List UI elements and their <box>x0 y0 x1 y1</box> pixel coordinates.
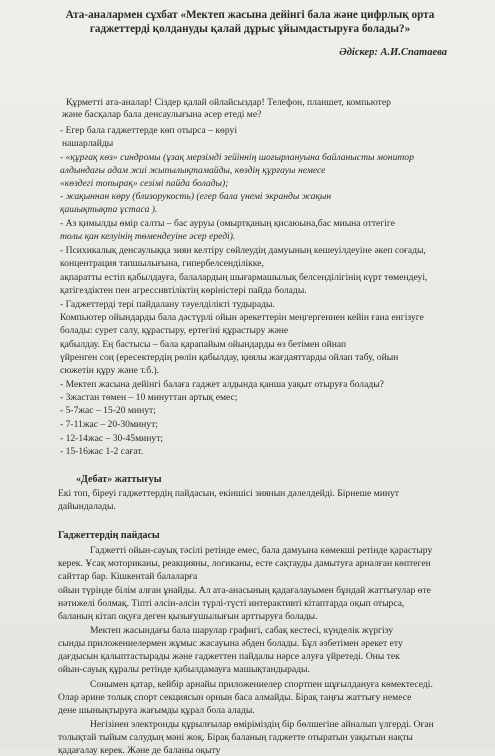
body-line: дене шынықтыруға жағымды құрал бола алады. <box>58 705 255 716</box>
body-line: ойын-сауық құралы ретінде қабылдамауға машықтандырады. <box>58 664 310 675</box>
body-line: - Мектеп жасына дейінгі балаға гаджет алдында қанша уақыт отыруға болады? <box>60 379 384 390</box>
body-line: Негізінен электронды құрылғылар өміріміздің бір бөлшегіне айналып үлгерді. Оған <box>90 719 434 730</box>
body-line: - 5-7жас – 15-20 минут; <box>60 405 156 416</box>
body-line: сайттар бар. Кішкентай балаларға <box>58 571 198 582</box>
body-line: толы қан келуінің төмендеуіне әсер ереді). <box>60 231 236 242</box>
body-line: - Аз қимылды өмір салты – бас ауруы (омыртқаның қисаюына,бас миына оттегіге <box>60 218 395 229</box>
body-line: үйренген соң (ересектердің рөлін қабылдау, қиялы жағдаяттарды ойлап табу, ойын <box>60 352 399 363</box>
body-line: және басқалар бала денсаулығына әсер етеді ме? <box>62 109 262 120</box>
body-line: - 7-11жас – 20-30минут; <box>60 419 158 430</box>
body-line: Мектеп жасындағы бала шарулар графигі, сабақ кестесі, күнделік жүргізу <box>90 625 394 636</box>
body-line: Олар әрине толық спорт секциясын орнын баса алмайды. Бірақ таңғы жаттығу немесе <box>58 692 412 703</box>
body-line: Гаджетті ойын-сауық тәсілі ретінде емес, бала дамуына көмекші ретінде қарастыру <box>90 545 433 556</box>
body-line: сюжетін құру және т.б.). <box>60 365 160 376</box>
body-line: - 3жастан төмен – 10 минуттан артық емес; <box>60 392 238 403</box>
body-line: сынды приложениелермен жұмыс жасауына әбден болады. Бұл әзбетімен әрекет ету <box>58 638 403 649</box>
section-heading-debate: «Дебат» жаттығуы <box>76 474 162 485</box>
body-line: алдындағы адам жиі жыпылықтамайды, көздің құрғауы немесе <box>60 165 326 176</box>
body-line: керек. Ұсақ моториканы, реакцияны, логиканы, есте сақтауды дамытуға арналған көптеген <box>58 558 431 569</box>
title-line-1: Ата-аналармен сұхбат «Мектеп жасына дейінгі бала және цифрлық орта <box>65 9 435 21</box>
body-line: - «құрғақ көз» синдромы (ұзақ мерзімді зейіннің шоғырлануына байланысты монитор <box>60 152 414 163</box>
body-line: қабылдау. Ең бастысы – бала қарапайым ойындарды өз бетімен ойнап <box>60 339 347 350</box>
body-line: болады: сурет салу, құрастыру, ертегіні құрастыру және <box>60 325 289 336</box>
body-line: қашықтықта ұстаса ). <box>60 204 158 215</box>
section-heading-benefits: Гаджеттердің пайдасы <box>58 530 160 541</box>
body-line: баланың кітап оқуға деген қызығушылығын арттыруға болады. <box>58 611 318 622</box>
body-line: қадағалау керек. Және де баланы оқыту <box>58 745 221 756</box>
title-line-2: гаджеттерді қолдануды қалай дұрыс ұйымдастыруға болады?» <box>89 23 411 35</box>
body-line: - Психикалық денсаулыққа зиян келтіру сөйлеудің дамуының кешеуілдеуіне әкеп соғады, <box>60 245 426 256</box>
body-line: - жақыннан көру (близорукость) (егер бала үнемі экранды жақын <box>60 191 332 202</box>
body-line: дағдысын қалыптастырады және гаджеттен пайдалы нәрсе алуға үйретеді. Оны тек <box>58 651 400 662</box>
body-line: Екі топ, біреуі гаджеттердің пайдасын, екіншісі зиянын дәлелдейді. Бірнеше минут <box>58 488 399 499</box>
body-line: ойын түрінде білім алған ұнайды. Ал ата-анасының қадағалауымен бұндай жаттығулар өте <box>58 585 431 596</box>
body-line: қатігездіктен пен агрессивтіліктің көріністері пайда болады. <box>60 285 307 296</box>
author-line: Әдіскер: А.И.Спатаева <box>339 47 447 58</box>
body-line: Сонымен қатар, кейбір арнайы приложениелер спортпен шұғылдануға көмектеседі. <box>90 679 433 690</box>
body-line: толықтай тыйым салудың мәні жоқ. Бірақ баланың гаджетте отыратын уақытын нақты <box>58 732 413 743</box>
body-line: - 12-14жас – 30-45минут; <box>60 433 164 444</box>
body-line: нәтижелі болмақ. Тіпті әлсін-әлсін түрлі-түсті интерактивті кітаптарда оқып отырса, <box>58 598 405 609</box>
body-line: «көздегі топырақ» сезімі пайда болады); <box>60 178 229 189</box>
body-line: Құрметті ата-аналар! Сіздер қалай ойлайсыздар! Телефон, планшет, компьютер <box>66 97 391 108</box>
body-line: - Егер бала гаджеттерде көп отырса – көруі <box>60 125 237 136</box>
body-line: - Гаджеттерді тері пайдалану тәуелділікті тудырады. <box>60 299 275 310</box>
body-line: нашарлайды <box>62 138 114 149</box>
body-line: - 15-16жас 1-2 сағат. <box>60 446 144 457</box>
body-line: концентрация тапшылығына, гипербелсенділікке, <box>60 258 264 269</box>
body-line: дайындалады. <box>58 501 116 512</box>
body-line: Компьютер ойындарды бала дәстүрлі ойын әрекеттерін меңгергеннен кейін ғана енгізуге <box>60 312 424 323</box>
body-line: ақпаратты естіп қабылдауға, балалардың шығармашылық белсенділігінің күрт төмендеуі, <box>60 272 428 283</box>
